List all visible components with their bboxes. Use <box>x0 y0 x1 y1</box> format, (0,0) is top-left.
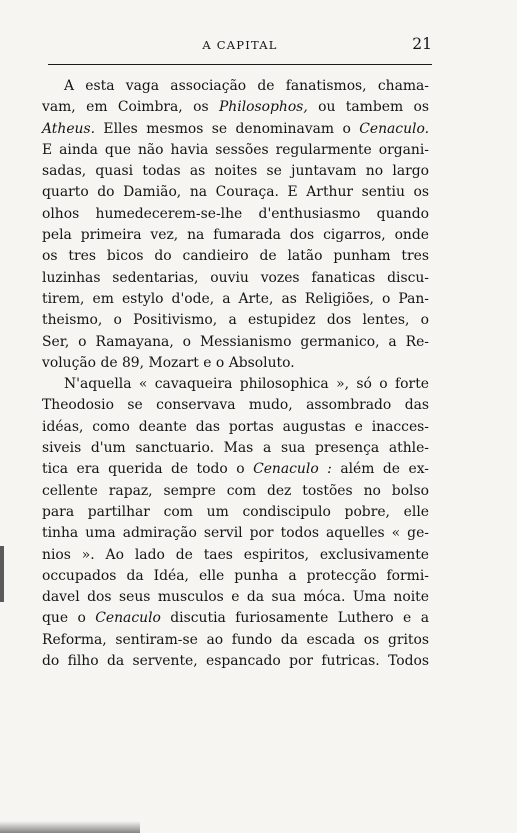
text-run: theismo, o Positivismo, a estupidez dos lentes, o <box>42 312 429 329</box>
text-line <box>42 140 429 161</box>
text-line <box>42 225 429 246</box>
text-run: occupados da Idéa, elle punha a protecção formi- <box>42 567 429 584</box>
text-run: Elles mesmos se denominavam o <box>95 120 360 137</box>
text-line <box>42 459 429 480</box>
text-line <box>42 523 429 544</box>
header-rule <box>48 64 432 65</box>
margin-mark <box>0 546 4 602</box>
text-run: Ser, o Ramayana, o Messianismo germanico, a Re- <box>42 333 429 350</box>
text-line <box>42 651 429 672</box>
italic-text: Cenaculo <box>95 610 161 627</box>
body-text <box>42 76 429 672</box>
running-title: A CAPITAL <box>202 38 278 52</box>
page-edge-shadow <box>0 821 140 833</box>
text-run: pela primeira vez, na fumarada dos cigarros, onde <box>42 227 429 244</box>
italic-text: Cenaculo. <box>359 120 429 137</box>
text-run: tirem, em estylo d'ode, a Arte, as Religiões, o Pan- <box>42 290 429 307</box>
text-run: idéas, como deante das portas augustas e inacces- <box>42 418 429 435</box>
text-run: do filho da servente, espancado por futricas. Todos <box>42 653 429 670</box>
text-run: vam, em Coimbra, os <box>42 99 219 116</box>
text-line <box>42 76 429 97</box>
text-run: sadas, quasi todas as noites se juntavam no largo <box>42 163 429 180</box>
page-header <box>48 35 432 60</box>
text-line <box>42 182 429 203</box>
text-run: cellente rapaz, sempre com dez tostões no bolso <box>42 482 429 499</box>
italic-text: Atheus. <box>42 120 96 137</box>
text-line <box>42 417 429 438</box>
text-line <box>42 204 429 225</box>
text-line <box>42 481 429 502</box>
text-run: tica era querida de todo o <box>42 461 254 478</box>
text-line <box>42 289 429 310</box>
text-run: E ainda que não havia sessões regularmente organi- <box>42 141 429 158</box>
text-line <box>42 630 429 651</box>
text-run: nios ». Ao lado de taes espiritos, exclusivamente <box>42 546 429 563</box>
text-line <box>42 545 429 566</box>
text-run: para partilhar com um condiscipulo pobre, elle <box>42 503 429 520</box>
text-run: além de ex- <box>331 461 430 478</box>
text-run: os tres bicos do candieiro de latão punham tres <box>42 248 429 265</box>
text-run: A esta vaga associação de fanatismos, chama- <box>64 78 429 94</box>
text-run: davel dos seus musculos e da sua móca. Uma noite <box>42 589 429 606</box>
text-line <box>42 438 429 459</box>
italic-text: Cenaculo : <box>253 461 332 478</box>
text-run: luzinhas sedentarias, ouviu vozes fanaticas discu- <box>42 269 429 286</box>
text-run: quarto do Damião, na Couraça. E Arthur sentiu os <box>42 184 429 201</box>
text-run: N'aquella « cavaqueira philosophica », só o forte <box>64 376 429 393</box>
text-line <box>42 374 429 395</box>
text-run: ou tambem os <box>307 99 429 116</box>
text-line <box>42 353 429 374</box>
text-run: Reforma, sentiram-se ao fundo da escada os gritos <box>42 631 429 648</box>
text-line <box>42 119 429 140</box>
text-line <box>42 161 429 182</box>
text-line <box>42 587 429 608</box>
text-line <box>42 608 429 629</box>
italic-text: Philosophos, <box>218 99 308 116</box>
page-number: 21 <box>412 35 432 53</box>
text-run: que o <box>42 610 96 627</box>
text-run: siveis d'um sanctuario. Mas a sua presença athle- <box>42 440 429 457</box>
text-line <box>42 332 429 353</box>
text-line <box>42 566 429 587</box>
text-run: discutia furiosamente Luthero e a <box>160 610 429 627</box>
text-run: olhos humedecerem-se-lhe d'enthusiasmo quando <box>42 205 429 222</box>
text-line <box>42 310 429 331</box>
text-line <box>42 268 429 289</box>
text-run: Theodosio se conservava mudo, assombrado das <box>42 397 429 414</box>
text-line <box>42 395 429 416</box>
text-line <box>42 97 429 118</box>
text-run: tinha uma admiração servil por todos aquelles « ge- <box>42 525 429 542</box>
text-line <box>42 246 429 267</box>
text-run: volução de 89, Mozart e o Absoluto. <box>42 354 295 371</box>
text-line <box>42 502 429 523</box>
